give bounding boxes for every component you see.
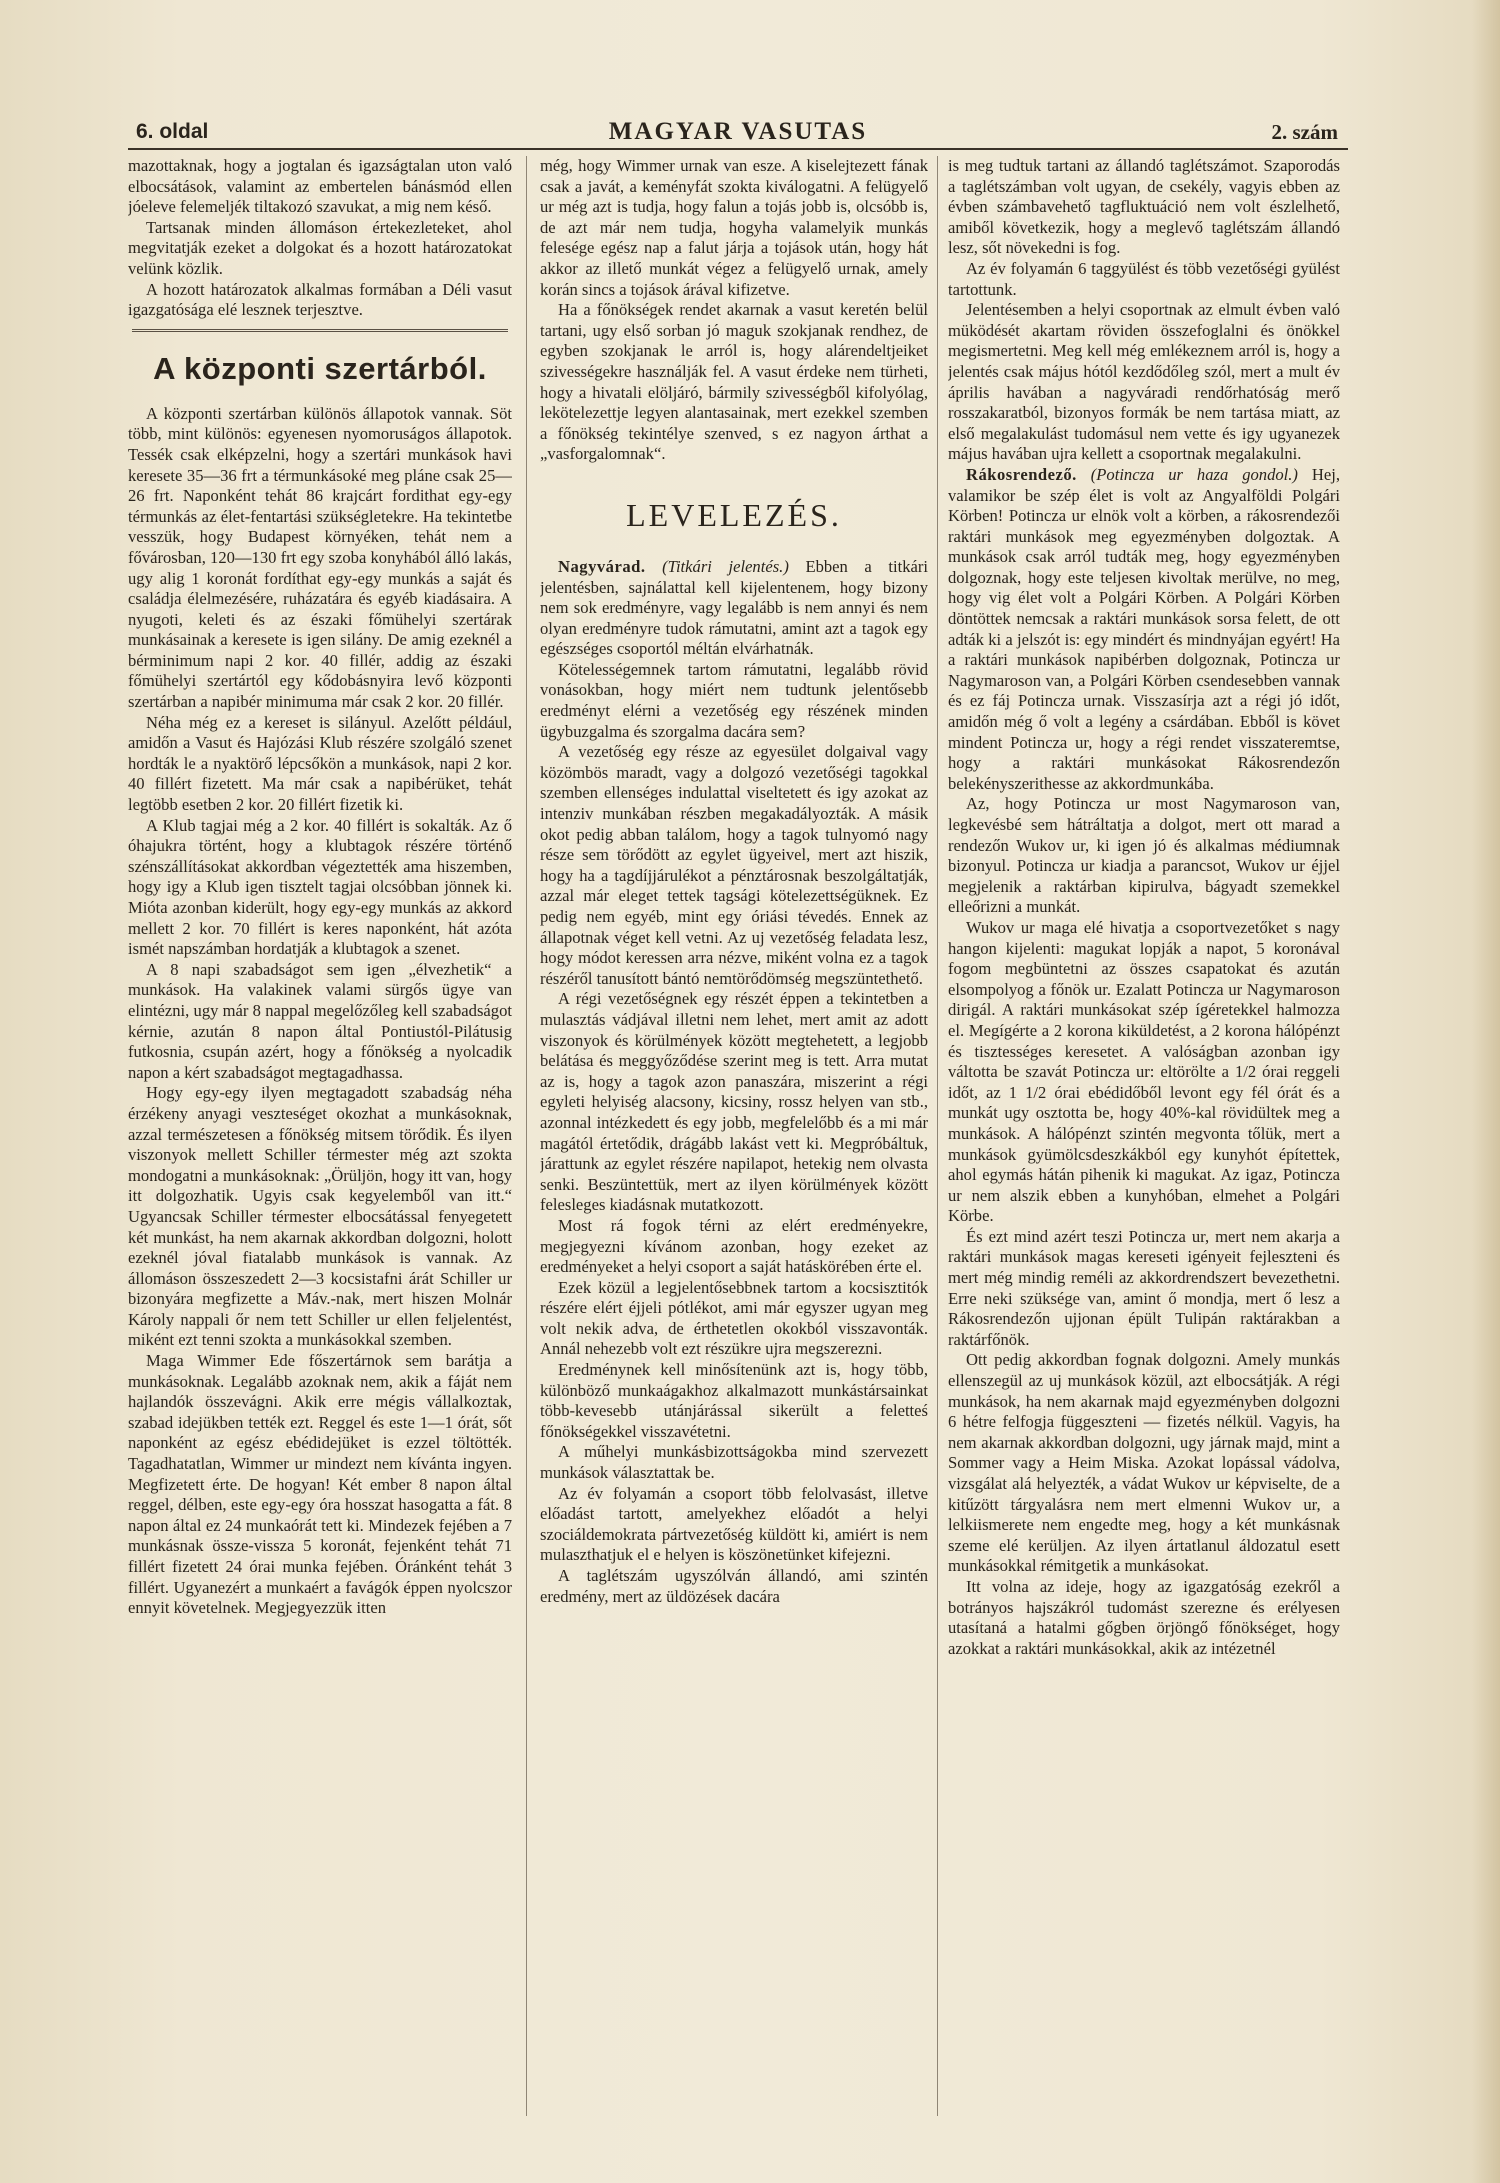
page-header	[128, 118, 1348, 150]
paragraph: Eredménynek kell minősítenünk azt is, hogy több, különböző munkaágakhoz alkalmazott munkástársainkat több-kevesebb utánjárással sikerült a feletteś főnökségekkel visszavétetni.	[540, 1360, 928, 1441]
place-name-rakosrendezo: Rákosrendező.	[966, 464, 1077, 484]
paragraph: A műhelyi munkásbizottságokba mind szervezett munkások választattak be.	[540, 1442, 928, 1483]
column-1	[128, 156, 512, 2116]
paragraph	[948, 465, 1340, 795]
article-title-szertar: A központi szertárból.	[153, 350, 487, 386]
column-divider-2	[937, 156, 938, 2116]
paragraph: Ha a főnökségek rendet akarnak a vasut keretén belül tartani, ugy első sorban jó maguk szokjanak rendhez, de egyben szokjanak le arról is, hogy alárendeltjeiket szivességekre használják fel. A vasut érdeke nem türheti, hogy a hivatali elöljáró, bármily szivességből kifolyólag, lekötelezettje legyen alantasainak, mert ezekkel szemben a főnökség tekintélye szenved, s ez nagyon árthat a „vasforgalomnak“.	[540, 300, 928, 464]
paragraph-text: Ebben a titkári jelentésben, sajnálattal kell kijelentenem, hogy bizony nem sok eredményre, vagy legalább is nem annyi és nem olyan eredményre tudok rámutatni, amint azt a tagok egy egészséges csoportól méltán elvárhatnák.	[540, 556, 928, 659]
paragraph: mazottaknak, hogy a jogtalan és igazságtalan uton való elbocsátások, valamint az embertelen bánásmód ellen jóeleve felemeljék tiltakozó szavukat, a mig nem késő.	[128, 156, 512, 217]
place-name-nagyvarad: Nagyvárad.	[558, 556, 646, 576]
paragraph-text: Hej, valamikor be szép élet is volt az Angyalföldi Polgári Körben! Potincza ur elnök volt a körben, a rákosrendezői raktári munkások meg egyezményben dolgoztak. A munkások csak arról tudták meg, hogy egyezményben dolgoznak, hogy este teljesen kivoltak merülve, no meg, hogy vig élet volt a Polgári Körben. A Polgári Körben döntöttek nemcsak a raktári munkások sorsa felett, de ott adták ki a jelszót is: egy mindért és mindnyájan egyért! Ha a raktári munkások napibérben dolgoznak, Potincza ur Nagymaroson van, a Polgári Körben csendesebben vannak és ez fáj Potincza urnak. Visszasírja azt a régi jó időt, amidőn még ő volt a legény a csárdában. Ebből is követ mindent Potincza ur, hogy a régi rendet visszateremtse, hogy a raktári munkásokat Rákosrendezőn belekényszerithesse az akkordmunkába.	[948, 464, 1340, 793]
paragraph: Az év folyamán a csoport több felolvasást, illetve előadást tartott, amelyekhez előadót a helyi szociáldemokrata pártvezetőség küldött ki, amiért is nem mulaszthatjuk el e helyen is köszönetünket kifejezni.	[540, 1483, 928, 1565]
paragraph: A központi szertárban különös állapotok vannak. Söt több, mint különös: egyenesen nyomoruságos állapotok. Tessék csak elképzelni, hogy a szertári munkások havi keresete 35—36 frt a térmunkásoké meg pláne csak 25—26 frt. Naponként tehát 86 krajcárt fordithat egy-egy térmunkás az élet-fentartási szükségletekre. Ha tekintetbe vesszük, hogy Budapest környéken, tehát nem a fővárosban, 120—130 frt egy szoba konyhából álló lakás, ugy alig 1 koronát fordíthat egy-egy munkás a saját és családja élelmezésére, ruházatára és egyéb kiadásaira. A nyugoti, keleti és az északi főmühelyi szertárak munkásainak a keresete is igen silány. De amig ezeknél a bérminimum napi 2 kor. 40 fillér, addig az északi főmühelyi szertártól egy kődobásnyira levő központi szertárban a napibér minimuma már csak 2 kor. 20 fillér.	[128, 403, 512, 712]
paragraph: Néha még ez a kereset is silányul. Azelőtt például, amidőn a Vasut és Hajózási Klub részére szolgáló szenet hordták le a nyaktörő lépcsőkön a munkások, napi 2 kor. 40 fillért fizetett. Ma már csak a napibérüket, tehát legtöbb esetben 2 kor. 20 fillért fizetik ki.	[128, 712, 512, 815]
section-divider	[132, 329, 508, 332]
paragraph: Wukov ur maga elé hivatja a csoportvezetőket s nagy hangon kijelenti: magukat lopják a napot, 5 koronával fogom megbüntetni az összes csapatokat és azután elsompolyog a főnök ur. Ezalatt Potincza ur Nagymaroson dirigál. A raktári munkásokat szép ígéretekkel halmozza el. Megígérte a 2 korona kiküldetést, a 2 korona hálópénzt és tisztességes keresetet. A valóságban azonban igy váltotta be szavát Potincza ur: eltörölte a 1/2 órai reggeli időt, az 1 1/2 órai ebédidőből levont egy fél órát és a munkát ugy osztotta be, hogy 40%-kal rövidültek meg a munkások. A hálópénzt szintén megvonta tőlük, mert a munkások gyümölcsdeszkákból egy kunyhót építettek, ahol egymás hátán pihenik ki magukat. Az igaz, Potincza ur nem alszik ebben a kunyhóban, elmehet a Polgári Körbe.	[948, 917, 1340, 1226]
column-2	[540, 156, 928, 2116]
page-number: 6. oldal	[136, 120, 209, 143]
column-divider-1	[526, 156, 527, 2116]
paragraph: Jelentésemben a helyi csoportnak az elmult évben való müködését akartam röviden összefoglalni és önökkel megismertetni. Meg kell még emlékeznem arról is, hogy a jelentés csak május hótól kezdődőleg szól, mert a mult év április havában a nagyváradi rendőrhatóság merő rosszakaratból, bizonyos formák be nem tartása miatt, az első megalakulást tudomásul nem vette és igy ugyanezek május havában ujra kellett a csoportnak megalakulni.	[948, 300, 1340, 464]
paragraph	[540, 557, 928, 660]
paragraph: Az, hogy Potincza ur most Nagymaroson van, legkevésbé sem hátráltatja a dolgot, mert ott marad a rendezőn Wukov ur, ki igen jó és alkalmas médiumnak bizonyul. Potincza ur kiadja a parancsot, Wukov ur éjjel megjelenik a raktárban kipirulva, bágyadt szemekkel elleőrizni a munkát.	[948, 794, 1340, 917]
paragraph: Az év folyamán 6 taggyülést és több vezetőségi gyülést tartottunk.	[948, 258, 1340, 299]
column-3	[948, 156, 1340, 2116]
paragraph: még, hogy Wimmer urnak van esze. A kiselejtezett fának csak a javát, a keményfát szokta kiválogatni. A felügyelő ur még azt is tudja, hogy falun a tojás jobb is, olcsóbb is, de azt már nem tudja, hogyha valamelyik munkás felesége egész nap a falut járja a tojások után, hogy hát akkor az illető munkát végez a felügyelő urnak, amely korán sincs a tojások árával kifizetve.	[540, 156, 928, 299]
paragraph: Ezek közül a legjelentősebbnek tartom a kocsisztitók részére elért éjjeli pótlékot, ami már egyszer ugyan meg volt nekik adva, de érthetetlen okokból visszavonták. Annál nehezebb volt ezt részükre ujra megszerezni.	[540, 1277, 928, 1359]
paragraph: A régi vezetőségnek egy részét éppen a tekintetben a mulasztás vádjával illetni nem lehet, mert amit az adott viszonyok és körülmények között megtehetett, a legjobb belátása és meggyőződése szerint meg is tett. Arra mutat az is, hogy a tagok azon panaszára, miszerint a régi egyleti helyiség alacsony, kicsiny, rossz helyen van stb., azonnal intézkedett és egy jobb, megfelelőbb és a mi már magától értetődik, drágább lakást vett ki. Megpróbáltuk, járattunk az egylet részére napilapot, hetekig nem olvasta senki. Beszüntettük, mert az ilyen körülmények között felesleges kiadásnak mutatkozott.	[540, 989, 928, 1215]
paragraph: Tartsanak minden állomáson értekezleteket, ahol megvitatják ezeket a dolgokat és a hozott határozatokat velünk közlik.	[128, 217, 512, 278]
paragraph: Kötelességemnek tartom rámutatni, legalább rövid vonásokban, hogy miért nem tudtunk jelentősebb eredményt elérni a vezetőség egy részének minden ügybuzgalma és szorgalma dacára sem?	[540, 659, 928, 741]
place-subtitle: (Titkári jelentés.)	[662, 556, 789, 576]
paragraph: Hogy egy-egy ilyen megtagadott szabadság néha érzékeny anyagi veszteséget okozhat a munkásoknak, azzal természetesen a főnökség mitsem törődik. És ilyen viszonyok mellett Schiller térmester még azt szokta mondogatni a munkásoknak: „Örüljön, hogy itt van, hogy itt dolgozhatik. Ugyis csak kegyelemből van itt.“ Ugyancsak Schiller térmester elbocsátással fenyegetett két munkást, ha nem akarnak akkordban dolgozni, holott ezeknél jóval fiatalabb munkások is vannak. Az állomáson összeszedett 2—3 kocsistafni árát Schiller ur bizonyára megfizette a Máv.-nak, mert hiszen Molnár Károly nappali őr nem tett Schiller ur ellen feljelentést, miként ezt tenni szokta a munkásokkal szemben.	[128, 1083, 512, 1350]
paragraph: Ott pedig akkordban fognak dolgozni. Amely munkás ellenszegül az uj munkások közül, azt elbocsátják. A régi munkások, ha nem akarnak majd egyezményben dolgozni 6 hétre felfogja függeszteni — fizetés nélkül. Vagyis, ha nem akarnak akkordban dolgozni, ugy járnak majd, mint a Sommer vagy a Heim Miska. Azokat lopással vádolva, vizsgálat alá helyezték, a vádat Wukov ur képviselte, de a kitűzött tárgyalásra nem mert elmenni Wukov ur, a lelkiismerete nem engedte meg, hogy a két munkásnak szeme elé kerüljen. Az ilyen ártatlanul áldozatul esett munkásokkal rémitgetik a munkásokat.	[948, 1350, 1340, 1576]
paragraph: A 8 napi szabadságot sem igen „élvezhetik“ a munkások. Ha valakinek valami sürgős ügye van elintézni, ugy már 8 nappal megelőzőleg kell szabadságot kérnie, azután 8 napon által Pontiustól-Pilátusig futkosnia, csupán azért, hogy a főnökség a nyolcadik napon a kért szabadságot megtagadhassa.	[128, 959, 512, 1082]
masthead-title: MAGYAR VASUTAS	[608, 118, 868, 145]
paper-edge-stain	[1472, 0, 1500, 2183]
paragraph: is meg tudtuk tartani az állandó taglétszámot. Szaporodás a taglétszámban volt ugyan, de csekély, vagyis ebben az évben számbavehető tagfluktuáció nem volt észlelhető, amiből következik, hogy a meglevő taglétszám állandó lesz, sőt növekedni is fog.	[948, 156, 1340, 258]
section-title-levelezes: LEVELEZÉS.	[626, 496, 842, 533]
issue-number: 2. szám	[1271, 120, 1338, 144]
paragraph: És ezt mind azért teszi Potincza ur, mert nem akarja a raktári munkások magas kereseti igényeit fejleszteni és mert még mindig reméli az akkordrendszert bevezethetni. Erre neki szüksége van, amint ő mondja, mert ő lesz a Rákosrendezőn ujjonan épült Tulipán raktárakban a raktárfőnök.	[948, 1226, 1340, 1349]
paragraph: Itt volna az ideje, hogy az igazgatóság ezekről a botrányos hajszákról tudomást szerezne és erélyesen utasítaná a hatalmi gőgben örjöngő főnökséget, hogy azokkat a raktári munkásokkal, akik az intézetnél	[948, 1576, 1340, 1658]
paragraph: Most rá fogok térni az elért eredményekre, megjegyezni kívánom azonban, hogy ezeket az eredményeket a helyi csoport a saját hatáskörében érte el.	[540, 1215, 928, 1277]
paragraph: Maga Wimmer Ede főszertárnok sem barátja a munkásoknak. Legalább azoknak nem, akik a fáját nem hajlandók összevágni. Akik erre mégis vállalkoztak, szabad idejükben tették ezt. Reggel és este 1—1 órát, sőt naponként az egész ebédidejüket is ezzel töltötték. Tagadhatatlan, Wimmer ur mindezt nem kívánta ingyen. Megfizetett érte. De hogyan! Két ember 8 napon által reggel, délben, este egy-egy óra hosszat hasogatta a fát. 8 napon által ez 24 munkaórát tett ki. Mindezek fejében a 7 munkásnak össze-vissza 5 koronát, fejenként tehát 71 fillért fizetett 24 órai munka fejében. Óránként tehát 3 fillért. Ugyanezért a munkaért a favágók éppen nyolcszor ennyit követelnek. Megjegyezzük itten	[128, 1351, 512, 1618]
place-subtitle: (Potincza ur haza gondol.)	[1090, 464, 1298, 484]
paragraph: A hozott határozatok alkalmas formában a Déli vasut igazgatósága elé lesznek terjesztve.	[128, 279, 512, 320]
paragraph: A taglétszám ugyszólván állandó, ami szintén eredmény, mert az üldözések dacára	[540, 1566, 928, 1606]
paragraph: A Klub tagjai még a 2 kor. 40 fillért is sokalták. Az ő óhajukra történt, hogy a klubtagok részére történő szénszállításokat akkordban végeztették ama hiszemben, hogy igy a Klub igen tisztelt tagjai olcsóbban jönnek ki. Mióta azonban kiderült, hogy egy-egy munkás az akkord mellett 2 kor. 70 fillért is keres naponként, hát azóta ismét napszámban hordatják a klubtagok a szenet.	[128, 815, 512, 959]
paragraph: A vezetőség egy része az egyesület dolgaival vagy közömbös maradt, vagy a dolgozó vezetőségi tagokkal szemben ellenséges indulattal viseltetett és igy azokat az intenziv munkában részben megakadályozták. A másik okot pedig abban találom, hogy a tagok tulnyomó nagy része sem törődött az egylet ügyeivel, mert azt hiszik, hogy ha a tagdíjjárulékot a pénztárosnak beszolgáltatják, azzal már eleget tettek tagsági kötelezettségüknek. Ez pedig nem egyéb, mint egy óriási tévedés. Ennek az állapotnak véget kell vetni. Az uj vezetőség feladata lesz, hogy módot keressen arra nézve, miként volna ez a tagok részéről tanusított bántó nemtörődömség megszüntethető.	[540, 742, 928, 988]
